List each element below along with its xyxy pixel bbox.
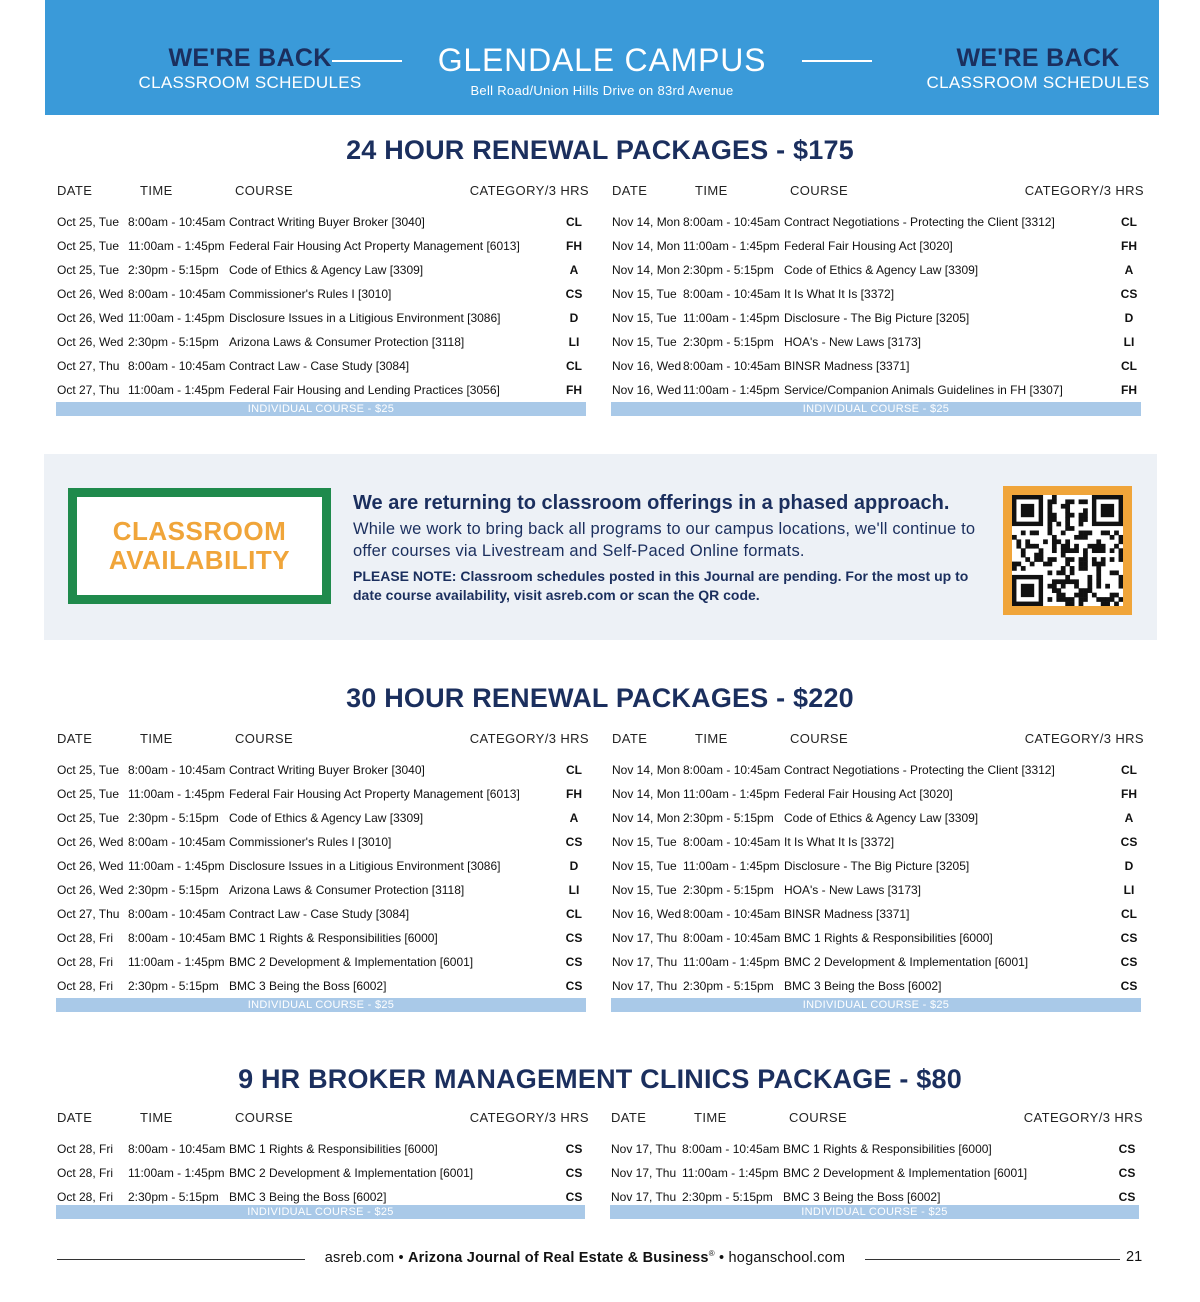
row-course: HOA's - New Laws [3173] bbox=[784, 883, 922, 897]
row-course: Disclosure - The Big Picture [3205] bbox=[784, 859, 970, 873]
row-date: Oct 25, Tue bbox=[57, 215, 120, 229]
table-row bbox=[612, 859, 1144, 883]
header-time: TIME bbox=[140, 731, 173, 746]
row-time: 8:00am - 10:45am bbox=[128, 835, 226, 849]
row-course: Arizona Laws & Consumer Protection [3118] bbox=[229, 883, 465, 897]
table-row bbox=[57, 215, 589, 239]
row-date: Nov 15, Tue bbox=[612, 859, 677, 873]
header-date: DATE bbox=[611, 1110, 647, 1125]
row-category: FH bbox=[566, 787, 582, 801]
row-category: CL bbox=[1121, 215, 1137, 229]
row-date: Nov 17, Thu bbox=[611, 1166, 677, 1180]
row-course: Code of Ethics & Agency Law [3309] bbox=[784, 263, 979, 277]
were-back-right bbox=[888, 44, 1188, 94]
row-course: Federal Fair Housing Act [3020] bbox=[784, 787, 953, 801]
row-time: 8:00am - 10:45am bbox=[683, 215, 781, 229]
row-category: LI bbox=[1123, 335, 1135, 349]
row-course: BINSR Madness [3371] bbox=[784, 359, 910, 373]
row-course: Contract Negotiations - Protecting the Client [3312] bbox=[784, 763, 1055, 777]
header-date: DATE bbox=[57, 1110, 93, 1125]
row-category: CS bbox=[565, 1190, 583, 1204]
row-category: A bbox=[569, 811, 579, 825]
row-time: 11:00am - 1:45pm bbox=[128, 955, 225, 969]
row-course: It Is What It Is [3372] bbox=[784, 287, 895, 301]
individual-course-bar: INDIVIDUAL COURSE - $25 bbox=[56, 402, 586, 416]
row-time: 8:00am - 10:45am bbox=[683, 835, 781, 849]
row-category: D bbox=[569, 859, 579, 873]
availability-note: PLEASE NOTE: Classroom schedules posted in this Journal are pending. For the most up to date course availability, visit asreb.com or scan the QR code. bbox=[353, 568, 969, 603]
header-category: CATEGORY/3 HRS bbox=[469, 731, 589, 746]
header-category: CATEGORY/3 HRS bbox=[469, 183, 589, 198]
table-row bbox=[57, 787, 589, 811]
row-time: 2:30pm - 5:15pm bbox=[682, 1190, 773, 1204]
row-category: CS bbox=[565, 931, 583, 945]
header-category: CATEGORY/3 HRS bbox=[1024, 183, 1144, 198]
header-time: TIME bbox=[140, 1110, 173, 1125]
individual-course-bar: INDIVIDUAL COURSE - $25 bbox=[611, 998, 1141, 1012]
footer-separator: • bbox=[394, 1249, 408, 1266]
row-time: 11:00am - 1:45pm bbox=[683, 239, 780, 253]
header-time: TIME bbox=[695, 731, 728, 746]
table-row bbox=[611, 1142, 1143, 1166]
row-category: CL bbox=[566, 907, 582, 921]
row-time: 11:00am - 1:45pm bbox=[683, 787, 780, 801]
table-row bbox=[57, 763, 589, 787]
row-category: CS bbox=[565, 1142, 583, 1156]
header-time: TIME bbox=[695, 183, 728, 198]
row-category: LI bbox=[568, 883, 580, 897]
row-time: 8:00am - 10:45am bbox=[683, 287, 781, 301]
individual-course-bar: INDIVIDUAL COURSE - $25 bbox=[610, 1205, 1139, 1219]
header-course: COURSE bbox=[790, 731, 849, 746]
table-header bbox=[612, 731, 1144, 751]
header-date: DATE bbox=[57, 731, 93, 746]
row-course: Contract Law - Case Study [3084] bbox=[229, 907, 410, 921]
row-time: 11:00am - 1:45pm bbox=[683, 955, 780, 969]
header-date: DATE bbox=[612, 183, 648, 198]
row-date: Nov 15, Tue bbox=[612, 287, 677, 301]
table-row bbox=[57, 811, 589, 835]
row-time: 2:30pm - 5:15pm bbox=[683, 335, 774, 349]
classroom-schedules-label: CLASSROOM SCHEDULES bbox=[138, 73, 362, 92]
row-time: 2:30pm - 5:15pm bbox=[683, 883, 774, 897]
row-date: Oct 26, Wed bbox=[57, 835, 124, 849]
row-category: CS bbox=[1118, 1142, 1136, 1156]
row-category: CS bbox=[565, 1166, 583, 1180]
table-row bbox=[57, 907, 589, 931]
schedule-table-24hr-november bbox=[612, 183, 1144, 407]
row-date: Nov 15, Tue bbox=[612, 883, 677, 897]
row-course: Service/Companion Animals Guidelines in FH [3307] bbox=[784, 383, 1063, 397]
row-date: Oct 25, Tue bbox=[57, 263, 120, 277]
row-category: CS bbox=[565, 835, 583, 849]
row-date: Oct 28, Fri bbox=[57, 1166, 114, 1180]
row-date: Oct 27, Thu bbox=[57, 359, 120, 373]
header-course: COURSE bbox=[235, 1110, 294, 1125]
row-time: 8:00am - 10:45am bbox=[128, 1142, 226, 1156]
section-title-9hr: 9 HR BROKER MANAGEMENT CLINICS PACKAGE - $80 bbox=[238, 1064, 962, 1094]
row-time: 2:30pm - 5:15pm bbox=[683, 811, 774, 825]
table-row bbox=[611, 1166, 1143, 1190]
row-course: Disclosure Issues in a Litigious Environment [3086] bbox=[229, 311, 501, 325]
row-date: Nov 17, Thu bbox=[612, 979, 678, 993]
row-course: Code of Ethics & Agency Law [3309] bbox=[784, 811, 979, 825]
row-course: BMC 2 Development & Implementation [6001] bbox=[783, 1166, 1028, 1180]
row-category: D bbox=[1124, 859, 1134, 873]
table-header bbox=[611, 1110, 1143, 1130]
row-time: 2:30pm - 5:15pm bbox=[128, 979, 219, 993]
schedule-table-24hr-october bbox=[57, 183, 589, 407]
row-category: CL bbox=[566, 215, 582, 229]
row-course: Code of Ethics & Agency Law [3309] bbox=[229, 263, 424, 277]
row-time: 11:00am - 1:45pm bbox=[683, 383, 780, 397]
banner-divider-right bbox=[802, 60, 872, 62]
journal-name: Arizona Journal of Real Estate & Business bbox=[408, 1249, 709, 1266]
row-course: BMC 1 Rights & Responsibilities [6000] bbox=[784, 931, 993, 945]
row-time: 11:00am - 1:45pm bbox=[683, 859, 780, 873]
were-back-left bbox=[100, 44, 400, 94]
row-time: 8:00am - 10:45am bbox=[128, 287, 226, 301]
row-date: Nov 17, Thu bbox=[612, 955, 678, 969]
row-course: Federal Fair Housing and Lending Practices [3056] bbox=[229, 383, 500, 397]
row-time: 11:00am - 1:45pm bbox=[683, 311, 780, 325]
row-course: Federal Fair Housing Act Property Management [6013] bbox=[229, 787, 520, 801]
row-date: Oct 25, Tue bbox=[57, 811, 120, 825]
row-date: Nov 16, Wed bbox=[612, 359, 682, 373]
availability-headline: We are returning to classroom offerings in a phased approach. bbox=[353, 492, 950, 514]
row-category: LI bbox=[568, 335, 580, 349]
row-date: Nov 15, Tue bbox=[612, 835, 677, 849]
row-course: Commissioner's Rules I [3010] bbox=[229, 287, 392, 301]
table-row bbox=[612, 763, 1144, 787]
table-row bbox=[57, 263, 589, 287]
table-row bbox=[612, 787, 1144, 811]
row-time: 11:00am - 1:45pm bbox=[128, 239, 225, 253]
header-category: CATEGORY/3 HRS bbox=[1023, 1110, 1143, 1125]
row-date: Oct 28, Fri bbox=[57, 1142, 114, 1156]
row-course: BMC 3 Being the Boss [6002] bbox=[229, 979, 387, 993]
campus-address: Bell Road/Union Hills Drive on 83rd Avenue bbox=[470, 83, 734, 98]
footer-rule-right bbox=[865, 1259, 1120, 1260]
banner-divider-left bbox=[332, 60, 402, 62]
row-category: CS bbox=[1120, 931, 1138, 945]
row-category: CS bbox=[1120, 835, 1138, 849]
row-course: Federal Fair Housing Act Property Management [6013] bbox=[229, 239, 520, 253]
availability-box-line1: CLASSROOM bbox=[112, 516, 287, 546]
row-time: 2:30pm - 5:15pm bbox=[128, 883, 219, 897]
table-header bbox=[612, 183, 1144, 203]
row-category: FH bbox=[566, 239, 582, 253]
row-date: Nov 14, Mon bbox=[612, 215, 681, 229]
header-date: DATE bbox=[57, 183, 93, 198]
row-date: Nov 15, Tue bbox=[612, 311, 677, 325]
row-course: Commissioner's Rules I [3010] bbox=[229, 835, 392, 849]
availability-message bbox=[353, 490, 983, 605]
table-row bbox=[612, 287, 1144, 311]
row-time: 8:00am - 10:45am bbox=[128, 359, 226, 373]
availability-box-line2: AVAILABILITY bbox=[108, 545, 291, 575]
row-time: 8:00am - 10:45am bbox=[682, 1142, 780, 1156]
table-row bbox=[612, 955, 1144, 979]
section-title-30hr: 30 HOUR RENEWAL PACKAGES - $220 bbox=[346, 683, 854, 713]
row-time: 8:00am - 10:45am bbox=[128, 931, 226, 945]
row-category: CL bbox=[1121, 907, 1137, 921]
row-time: 2:30pm - 5:15pm bbox=[683, 979, 774, 993]
table-row bbox=[612, 835, 1144, 859]
row-date: Nov 14, Mon bbox=[612, 239, 681, 253]
table-row bbox=[57, 1142, 589, 1166]
row-category: CS bbox=[565, 287, 583, 301]
row-time: 11:00am - 1:45pm bbox=[128, 311, 225, 325]
row-course: HOA's - New Laws [3173] bbox=[784, 335, 922, 349]
header-banner bbox=[45, 0, 1159, 115]
table-row bbox=[612, 811, 1144, 835]
table-row bbox=[612, 215, 1144, 239]
row-course: Contract Negotiations - Protecting the Client [3312] bbox=[784, 215, 1055, 229]
header-category: CATEGORY/3 HRS bbox=[469, 1110, 589, 1125]
row-date: Oct 28, Fri bbox=[57, 1190, 114, 1204]
row-time: 2:30pm - 5:15pm bbox=[128, 1190, 219, 1204]
row-date: Nov 16, Wed bbox=[612, 907, 682, 921]
table-row bbox=[612, 263, 1144, 287]
row-date: Oct 27, Thu bbox=[57, 383, 120, 397]
row-course: BMC 2 Development & Implementation [6001] bbox=[784, 955, 1029, 969]
row-date: Oct 26, Wed bbox=[57, 883, 124, 897]
row-time: 11:00am - 1:45pm bbox=[128, 383, 225, 397]
row-date: Nov 14, Mon bbox=[612, 763, 681, 777]
row-course: BMC 3 Being the Boss [6002] bbox=[783, 1190, 941, 1204]
row-date: Nov 14, Mon bbox=[612, 263, 681, 277]
row-course: Federal Fair Housing Act [3020] bbox=[784, 239, 953, 253]
schedule-table-9hr-october bbox=[57, 1110, 589, 1214]
table-row bbox=[57, 931, 589, 955]
row-date: Oct 28, Fri bbox=[57, 931, 114, 945]
row-category: A bbox=[1124, 263, 1134, 277]
row-date: Oct 25, Tue bbox=[57, 763, 120, 777]
row-time: 2:30pm - 5:15pm bbox=[128, 811, 219, 825]
table-header bbox=[57, 1110, 589, 1130]
individual-course-bar: INDIVIDUAL COURSE - $25 bbox=[56, 1205, 585, 1219]
row-category: LI bbox=[1123, 883, 1135, 897]
row-time: 2:30pm - 5:15pm bbox=[683, 263, 774, 277]
row-time: 8:00am - 10:45am bbox=[128, 215, 226, 229]
row-category: CS bbox=[1120, 287, 1138, 301]
row-category: CS bbox=[565, 955, 583, 969]
schedule-table-9hr-november bbox=[611, 1110, 1143, 1214]
row-time: 8:00am - 10:45am bbox=[683, 931, 781, 945]
table-row bbox=[57, 239, 589, 263]
header-course: COURSE bbox=[789, 1110, 848, 1125]
row-date: Oct 26, Wed bbox=[57, 311, 124, 325]
row-course: BMC 3 Being the Boss [6002] bbox=[784, 979, 942, 993]
row-course: BMC 1 Rights & Responsibilities [6000] bbox=[783, 1142, 992, 1156]
table-row bbox=[57, 955, 589, 979]
row-time: 11:00am - 1:45pm bbox=[128, 859, 225, 873]
table-row bbox=[57, 311, 589, 335]
footer-separator: • bbox=[714, 1249, 729, 1266]
row-category: D bbox=[569, 311, 579, 325]
row-time: 8:00am - 10:45am bbox=[683, 907, 781, 921]
table-row bbox=[57, 835, 589, 859]
table-row bbox=[612, 311, 1144, 335]
availability-body: While we work to bring back all programs to our campus locations, we'll continue to offer courses via Livestream and Self-Paced Online formats. bbox=[353, 520, 976, 560]
row-category: CS bbox=[1120, 979, 1138, 993]
row-date: Nov 17, Thu bbox=[611, 1190, 677, 1204]
header-date: DATE bbox=[612, 731, 648, 746]
row-date: Oct 25, Tue bbox=[57, 787, 120, 801]
schedule-table-30hr-october bbox=[57, 731, 589, 1003]
row-category: FH bbox=[566, 383, 582, 397]
row-category: D bbox=[1124, 311, 1134, 325]
row-course: Contract Law - Case Study [3084] bbox=[229, 359, 410, 373]
individual-course-bar: INDIVIDUAL COURSE - $25 bbox=[611, 402, 1141, 416]
page-number: 21 bbox=[1126, 1249, 1143, 1265]
row-time: 8:00am - 10:45am bbox=[683, 763, 781, 777]
row-course: Code of Ethics & Agency Law [3309] bbox=[229, 811, 424, 825]
individual-course-bar: INDIVIDUAL COURSE - $25 bbox=[56, 998, 586, 1012]
qr-code-icon[interactable] bbox=[1012, 495, 1123, 606]
row-date: Nov 16, Wed bbox=[612, 383, 682, 397]
table-row bbox=[57, 883, 589, 907]
row-category: CL bbox=[1121, 359, 1137, 373]
registered-mark: ® bbox=[708, 1249, 715, 1258]
row-category: CS bbox=[1118, 1190, 1136, 1204]
table-row bbox=[57, 859, 589, 883]
row-course: Contract Writing Buyer Broker [3040] bbox=[229, 763, 425, 777]
row-category: CL bbox=[566, 359, 582, 373]
footer-link-hoganschool[interactable]: hoganschool.com bbox=[728, 1249, 846, 1266]
row-time: 2:30pm - 5:15pm bbox=[128, 263, 219, 277]
header-course: COURSE bbox=[235, 183, 294, 198]
row-course: Contract Writing Buyer Broker [3040] bbox=[229, 215, 425, 229]
row-date: Oct 26, Wed bbox=[57, 335, 124, 349]
row-course: BMC 3 Being the Boss [6002] bbox=[229, 1190, 387, 1204]
row-course: BMC 1 Rights & Responsibilities [6000] bbox=[229, 1142, 438, 1156]
row-date: Oct 28, Fri bbox=[57, 979, 114, 993]
table-row bbox=[57, 335, 589, 359]
table-header bbox=[57, 183, 589, 203]
header-category: CATEGORY/3 HRS bbox=[1024, 731, 1144, 746]
were-back-title: WE'RE BACK bbox=[956, 44, 1120, 72]
row-category: A bbox=[569, 263, 579, 277]
row-time: 8:00am - 10:45am bbox=[683, 359, 781, 373]
table-row bbox=[612, 359, 1144, 383]
header-time: TIME bbox=[140, 183, 173, 198]
row-date: Oct 25, Tue bbox=[57, 239, 120, 253]
row-category: FH bbox=[1121, 787, 1137, 801]
row-time: 8:00am - 10:45am bbox=[128, 907, 226, 921]
row-category: CL bbox=[1121, 763, 1137, 777]
row-time: 8:00am - 10:45am bbox=[128, 763, 226, 777]
row-course: BMC 1 Rights & Responsibilities [6000] bbox=[229, 931, 438, 945]
table-header bbox=[57, 731, 589, 751]
footer-link-asreb[interactable]: asreb.com bbox=[324, 1249, 395, 1266]
row-time: 11:00am - 1:45pm bbox=[128, 787, 225, 801]
table-row bbox=[612, 883, 1144, 907]
row-date: Oct 26, Wed bbox=[57, 859, 124, 873]
row-date: Nov 14, Mon bbox=[612, 787, 681, 801]
row-course: Disclosure Issues in a Litigious Environment [3086] bbox=[229, 859, 501, 873]
table-row bbox=[57, 1166, 589, 1190]
classroom-availability-box bbox=[68, 488, 331, 604]
qr-code-frame[interactable] bbox=[1003, 486, 1132, 615]
row-course: BINSR Madness [3371] bbox=[784, 907, 910, 921]
header-course: COURSE bbox=[790, 183, 849, 198]
row-course: BMC 2 Development & Implementation [6001] bbox=[229, 955, 474, 969]
row-course: It Is What It Is [3372] bbox=[784, 835, 895, 849]
row-time: 11:00am - 1:45pm bbox=[128, 1166, 225, 1180]
row-time: 2:30pm - 5:15pm bbox=[128, 335, 219, 349]
row-date: Oct 28, Fri bbox=[57, 955, 114, 969]
table-row bbox=[612, 239, 1144, 263]
table-row bbox=[612, 335, 1144, 359]
row-date: Nov 15, Tue bbox=[612, 335, 677, 349]
classroom-schedules-label: CLASSROOM SCHEDULES bbox=[926, 73, 1150, 92]
campus-name: GLENDALE CAMPUS bbox=[437, 42, 767, 78]
table-row bbox=[612, 931, 1144, 955]
row-date: Oct 27, Thu bbox=[57, 907, 120, 921]
row-category: FH bbox=[1121, 383, 1137, 397]
row-category: A bbox=[1124, 811, 1134, 825]
row-course: Disclosure - The Big Picture [3205] bbox=[784, 311, 970, 325]
row-course: BMC 2 Development & Implementation [6001] bbox=[229, 1166, 474, 1180]
footer-text bbox=[310, 1249, 860, 1266]
row-date: Oct 26, Wed bbox=[57, 287, 124, 301]
row-category: CS bbox=[1118, 1166, 1136, 1180]
were-back-title: WE'RE BACK bbox=[168, 44, 332, 72]
footer-rule-left bbox=[57, 1259, 305, 1260]
row-category: CS bbox=[1120, 955, 1138, 969]
row-course: Arizona Laws & Consumer Protection [3118] bbox=[229, 335, 465, 349]
campus-heading bbox=[402, 40, 802, 100]
table-row bbox=[612, 907, 1144, 931]
table-row bbox=[57, 287, 589, 311]
row-category: CL bbox=[566, 763, 582, 777]
row-date: Nov 17, Thu bbox=[612, 931, 678, 945]
header-time: TIME bbox=[694, 1110, 727, 1125]
schedule-table-30hr-november bbox=[612, 731, 1144, 1003]
table-row bbox=[57, 359, 589, 383]
row-category: FH bbox=[1121, 239, 1137, 253]
row-date: Nov 14, Mon bbox=[612, 811, 681, 825]
row-date: Nov 17, Thu bbox=[611, 1142, 677, 1156]
header-course: COURSE bbox=[235, 731, 294, 746]
row-time: 11:00am - 1:45pm bbox=[682, 1166, 779, 1180]
section-title-24hr: 24 HOUR RENEWAL PACKAGES - $175 bbox=[346, 135, 854, 165]
row-category: CS bbox=[565, 979, 583, 993]
